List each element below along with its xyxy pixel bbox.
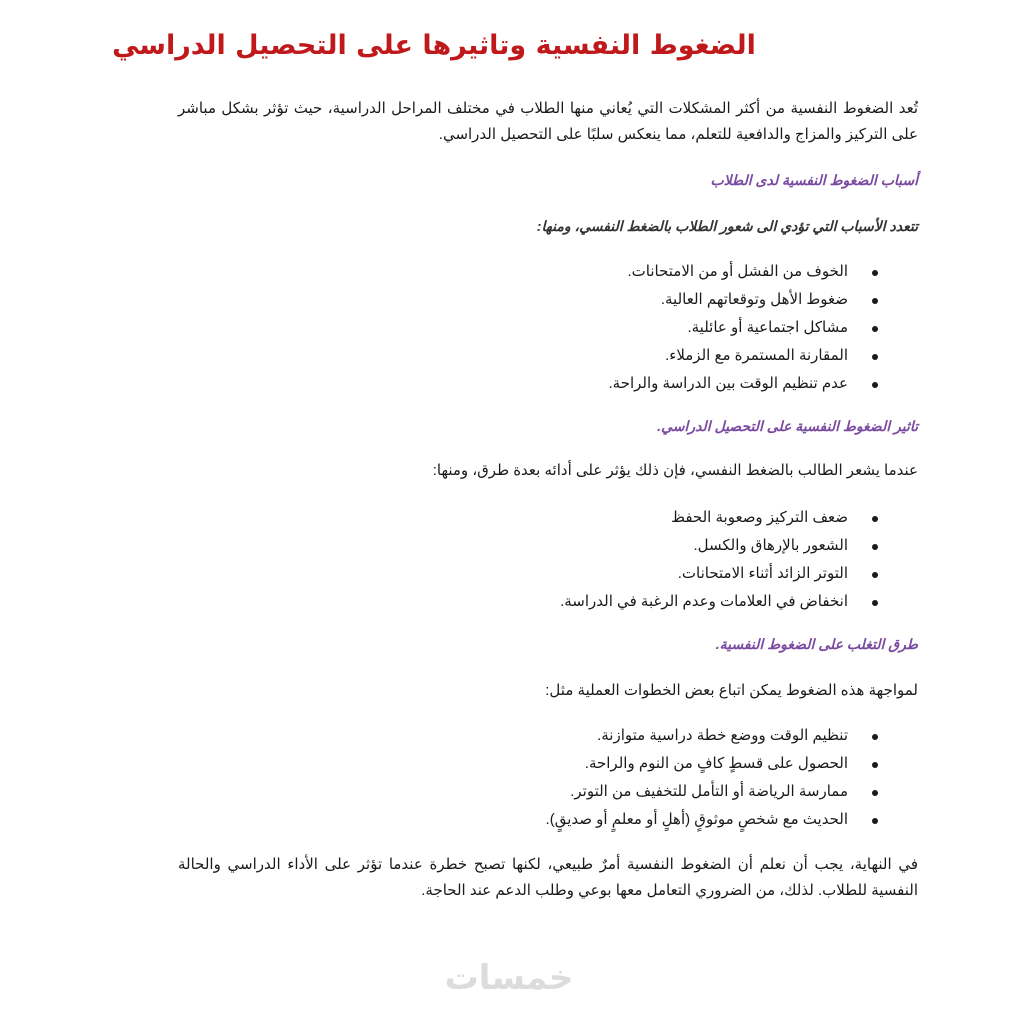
coping-list	[518, 722, 918, 834]
document-title: الضغوط النفسية وتاثيرها على التحصيل الدراسي	[112, 30, 756, 61]
coping-heading: طرق التغلب على الضغوط النفسية.	[715, 636, 918, 652]
list-item: ممارسة الرياضة أو التأمل للتخفيف من التوتر.	[518, 778, 918, 806]
bullet-icon	[872, 734, 878, 740]
list-item: التوتر الزائد أثناء الامتحانات.	[518, 560, 918, 588]
list-item: الخوف من الفشل أو من الامتحانات.	[518, 258, 918, 286]
bullet-icon	[872, 818, 878, 824]
list-item: عدم تنظيم الوقت بين الدراسة والراحة.	[518, 370, 918, 398]
bullet-icon	[872, 516, 878, 522]
bullet-icon	[872, 600, 878, 606]
causes-subheading: تتعدد الأسباب التي تؤدي الى شعور الطلاب بالضغط النفسي، ومنها:	[536, 218, 918, 234]
list-item: مشاكل اجتماعية أو عائلية.	[518, 314, 918, 342]
bullet-icon	[872, 572, 878, 578]
intro-paragraph: تُعد الضغوط النفسية من أكثر المشكلات التي يُعاني منها الطلاب في مختلف المراحل الدراسية، حيث تؤثر بشكل مباشر على التركيز والمزاج والدافعية للتعلم، مما ينعكس سلبًا على التحصيل الدراسي.	[178, 100, 918, 143]
causes-list	[518, 258, 918, 398]
bullet-icon	[872, 762, 878, 768]
conclusion-paragraph: في النهاية، يجب أن نعلم أن الضغوط النفسية أمرٌ طبيعي، لكنها تصبح خطرة عندما تؤثر على الأداء الدراسي والحالة النفسية للطلاب. لذلك، من الضروري التعامل معها بوعي وطلب الدعم عند الحاجة.	[178, 856, 918, 899]
list-item: انخفاض في العلامات وعدم الرغبة في الدراسة.	[518, 588, 918, 616]
list-item: تنظيم الوقت ووضع خطة دراسية متوازنة.	[518, 722, 918, 750]
list-item: ضغوط الأهل وتوقعاتهم العالية.	[518, 286, 918, 314]
bullet-icon	[872, 790, 878, 796]
list-item: المقارنة المستمرة مع الزملاء.	[518, 342, 918, 370]
bullet-icon	[872, 544, 878, 550]
effects-heading: تاثير الضغوط النفسية على التحصيل الدراسي.	[657, 418, 918, 434]
bullet-icon	[872, 354, 878, 360]
bullet-icon	[872, 326, 878, 332]
list-item: الحصول على قسطٍ كافٍ من النوم والراحة.	[518, 750, 918, 778]
causes-heading: أسباب الضغوط النفسية لدى الطلاب	[710, 172, 918, 188]
list-item: الشعور بالإرهاق والكسل.	[518, 532, 918, 560]
bullet-icon	[872, 382, 878, 388]
list-item: الحديث مع شخصٍ موثوقٍ (أهلٍ أو معلمٍ أو صديقٍ).	[518, 806, 918, 834]
watermark-logo: خمسات	[444, 959, 574, 997]
bullet-icon	[872, 298, 878, 304]
bullet-icon	[872, 270, 878, 276]
effects-intro: عندما يشعر الطالب بالضغط النفسي، فإن ذلك يؤثر على أدائه بعدة طرق، ومنها:	[432, 462, 918, 479]
coping-intro: لمواجهة هذه الضغوط يمكن اتباع بعض الخطوات العملية مثل:	[545, 682, 918, 699]
effects-list	[518, 504, 918, 616]
list-item: ضعف التركيز وصعوبة الحفظ	[518, 504, 918, 532]
